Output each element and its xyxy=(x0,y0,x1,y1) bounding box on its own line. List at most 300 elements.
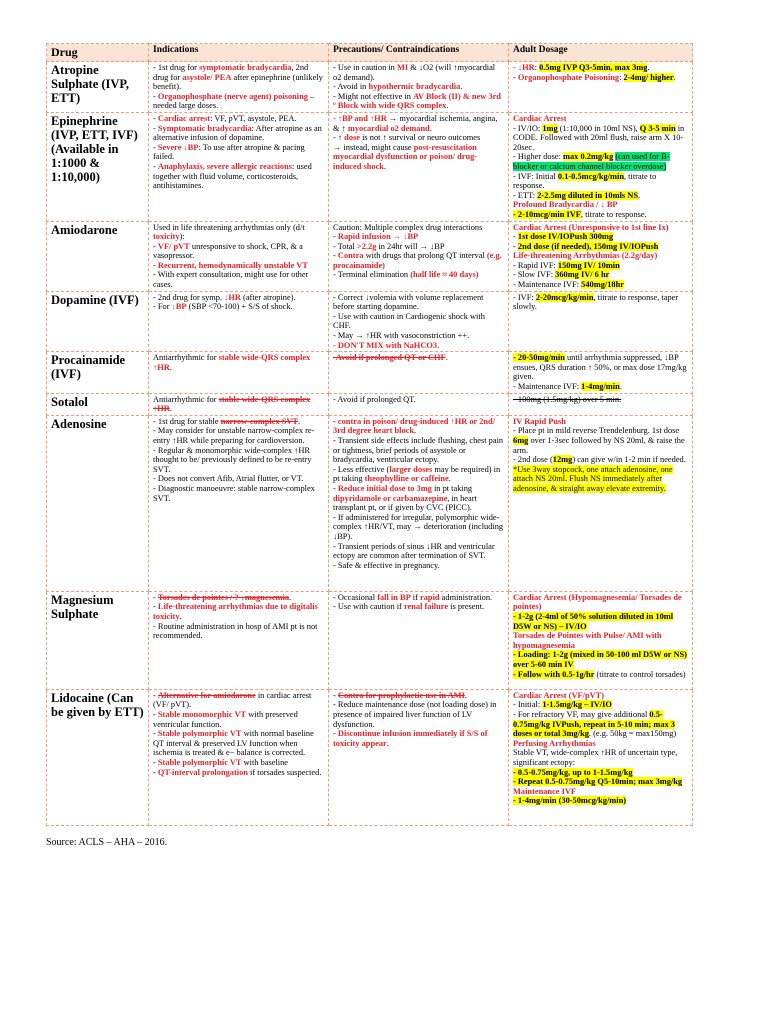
dosage-cell xyxy=(509,112,693,221)
dosage-line xyxy=(513,232,688,242)
indications-text: - xyxy=(153,729,158,739)
indications-text: Organophosphate (nerve agent) poisoning xyxy=(157,91,308,101)
precautions-cell xyxy=(329,291,509,352)
dosage-cell xyxy=(509,591,693,689)
dosage-line xyxy=(513,787,688,797)
precautions-text: → myocardial ischemia, angina, & ↑ xyxy=(333,113,498,133)
indications-text: Stable polymorphic VT xyxy=(157,729,242,739)
dosage-text: - Repeat 0.5-0.75mg/kg Q5-10min; max 3mg/kg xyxy=(513,777,683,787)
dosage-text: 2nd dose (if needed), 150mg IV/IOPush xyxy=(517,241,659,251)
precautions-text: rapid xyxy=(420,592,440,602)
dosage-line xyxy=(513,612,688,631)
dosage-text: 1st dose IV/IOPush 300mg xyxy=(517,232,614,242)
dosage-text: (1:10,000 in 10ml NS), xyxy=(557,123,640,133)
precautions-text: in pt taking xyxy=(431,483,473,493)
precautions-line xyxy=(333,143,504,172)
precautions-text: - ↑BP and ↑HR xyxy=(333,113,387,123)
dosage-line xyxy=(513,270,688,280)
precautions-text: (half life ≈ 40 days) xyxy=(410,270,479,280)
dosage-cell xyxy=(509,221,693,291)
indications-text: stable wide-QRS complex ↑HR xyxy=(153,353,311,372)
precautions-cell xyxy=(329,62,509,113)
precautions-line xyxy=(333,542,504,561)
precautions-cell xyxy=(329,689,509,825)
precautions-text: hypothermic bradycardia xyxy=(368,82,461,92)
indications-text: narrow-complex SVT xyxy=(220,416,298,426)
dosage-line xyxy=(513,63,688,73)
dosage-text: Cardiac Arrest (Hypomagnesemia/ Torsades de pointes) xyxy=(513,592,682,612)
indications-text: if torsades suspected. xyxy=(247,767,322,777)
dosage-line xyxy=(513,395,688,405)
precautions-text: - Transient side effects include flushing, chest pain or tightness, brief periods of asystole or bradycardia, ventricular ectopy. xyxy=(333,435,504,465)
dosage-line xyxy=(513,710,688,739)
indications-text: . xyxy=(298,416,301,426)
table-row xyxy=(47,415,693,591)
dosage-text: 360mg IV/ 6 hr xyxy=(555,270,610,280)
precautions-text: dose xyxy=(344,133,360,143)
precautions-text: in 24hr will → ↓BP xyxy=(376,241,445,251)
dosage-cell xyxy=(509,689,693,825)
indications-text: with baseline xyxy=(241,757,289,767)
indications-line xyxy=(153,426,324,445)
indications-line xyxy=(153,92,324,111)
indications-text: - xyxy=(153,592,158,602)
indications-line xyxy=(153,63,324,92)
indications-cell xyxy=(149,112,329,221)
indications-cell xyxy=(149,221,329,291)
indications-text: . xyxy=(169,362,172,372)
precautions-text: Caution: Multiple complex drug interactions xyxy=(333,222,483,232)
indications-text: – needed large doses. xyxy=(153,91,315,111)
precautions-text: - Safe & effective in pregnancy. xyxy=(333,560,440,570)
dosage-text: - Higher dose: xyxy=(513,152,564,162)
indications-text: - Does not convert Afib, Atrial flutter, or VT. xyxy=(153,474,304,484)
dosage-line xyxy=(513,242,688,252)
indications-cell xyxy=(149,415,329,591)
dosage-line xyxy=(513,152,688,171)
precautions-text: if xyxy=(410,592,421,602)
indications-line xyxy=(153,758,324,768)
indications-line xyxy=(153,710,324,729)
dosage-text: - Rapid IVF: xyxy=(513,260,558,270)
indications-text: - xyxy=(153,113,158,123)
drug-name: Sotalol xyxy=(47,393,149,415)
dosage-line xyxy=(513,465,688,494)
precautions-text: - Occasional xyxy=(333,592,378,602)
precautions-line xyxy=(333,251,504,270)
indications-line xyxy=(153,223,324,242)
dosage-text: until arrhythmia suppressed, ↓BP ensues, QRS duration ↑ 50%, or max dose 17mg/kg given. xyxy=(513,353,687,382)
dosage-text: : xyxy=(619,72,624,82)
dosage-text: . (e.g. 50kg = max150mg) xyxy=(588,729,677,739)
indications-text: st xyxy=(162,63,168,72)
precautions-text: (e.g. procainamide) xyxy=(333,251,502,270)
precautions-text: - Might not effective in xyxy=(333,91,414,101)
precautions-line xyxy=(333,312,504,331)
indications-text: Antiarrhythmic for xyxy=(153,394,219,404)
indications-text: - xyxy=(153,161,158,171)
indications-text: - xyxy=(153,142,158,152)
dosage-text: Q 3-5 min xyxy=(639,123,676,133)
indications-text: ): xyxy=(179,232,185,242)
precautions-text: . xyxy=(448,474,451,484)
indications-text: Cardiac arrest xyxy=(157,113,211,123)
dosage-line xyxy=(513,124,688,153)
dosage-line xyxy=(513,748,688,767)
indications-text: - 1st drug for stable xyxy=(153,416,221,426)
precautions-line xyxy=(333,270,504,280)
indications-line xyxy=(153,484,324,503)
dosage-text: 540mg/18hr xyxy=(581,280,624,290)
precautions-line xyxy=(333,436,504,465)
indications-line xyxy=(153,602,324,621)
indications-line xyxy=(153,114,324,124)
precautions-line xyxy=(333,691,504,701)
indications-text: ↓BP xyxy=(171,302,187,312)
precautions-line xyxy=(333,484,504,513)
indications-text: - Routine administration in hosp of AMI pt is not recommended. xyxy=(153,621,318,641)
precautions-line xyxy=(333,729,504,748)
dosage-text: - Loading: 1-2g (mixed in 50-100 ml D5W or NS) over 5-60 min IV xyxy=(513,650,687,669)
indications-text: Life-threatening arrhythmias due to digitalis toxicity xyxy=(153,602,318,621)
indications-line xyxy=(153,395,324,414)
indications-text: - xyxy=(153,690,158,700)
dosage-text: - 0.5-0.75mg/kg, up to 1-1.5mg/kg xyxy=(513,767,633,777)
dosage-text: Profound Bradycardia / ↓ BP xyxy=(513,200,618,210)
indications-line xyxy=(153,417,324,427)
indications-text: toxicity xyxy=(153,232,180,242)
precautions-cell xyxy=(329,591,509,689)
precautions-text: fall in BP xyxy=(377,592,411,602)
precautions-line xyxy=(333,341,504,351)
dosage-text: Perfusing Arrhythmias xyxy=(513,738,596,748)
indications-text: Used in life threatening arrhythmias only (d/t xyxy=(153,222,305,232)
dosage-line xyxy=(513,426,688,455)
indications-text: Anaphylaxis, severe allergic reactions xyxy=(157,161,293,171)
dosage-text: 1mg xyxy=(542,123,558,133)
dosage-text: (can used for B-blocker or calcium channel blocker overdose) xyxy=(513,152,670,171)
precautions-text: Contra xyxy=(337,251,364,261)
dosage-line xyxy=(513,114,688,124)
dosage-line xyxy=(513,417,688,427)
precautions-text: . xyxy=(386,738,389,748)
indications-text: with normal baseline QT interval & preserved LV function when ischemia is treated & e− balance is corrected. xyxy=(153,729,314,758)
precautions-text: is present. xyxy=(448,602,485,612)
dosage-line xyxy=(513,382,688,392)
indications-text: Severe ↓BP xyxy=(157,142,199,152)
precautions-text: - Use with caution if xyxy=(333,602,404,612)
indications-text: with preserved ventricular function. xyxy=(153,709,298,729)
precautions-line xyxy=(333,92,504,111)
indications-text: - With expert consultation, might use for other cases. xyxy=(153,270,309,290)
precautions-text: contra in poison/ drug-induced ↑HR or 2nd/ 3rd degree heart block xyxy=(333,416,496,436)
indications-text: , 2 xyxy=(291,63,300,72)
dosage-line xyxy=(513,73,688,83)
precautions-line xyxy=(333,133,504,143)
precautions-text: administration. xyxy=(439,592,493,602)
precautions-text: theophylline or caffeine xyxy=(364,474,449,484)
dosage-text: 1-1.5mg/kg – IV/IO xyxy=(542,700,612,710)
precautions-line xyxy=(333,395,504,405)
precautions-text: - Transient periods of sinus ↓HR and ventricular ectopy are common after termination of SVT. xyxy=(333,541,495,561)
dosage-text: . xyxy=(619,382,622,391)
header-precautions: Precautions/ Contraindications xyxy=(329,44,509,62)
precautions-text: . xyxy=(460,82,463,92)
dosage-text: Stable VT, wide-complex ↑HR of uncertain type, significant ectopy: xyxy=(513,748,678,767)
dosage-text: Organophosphate Poisoning xyxy=(517,72,620,82)
indications-text: - May consider for unstable narrow-complex re-entry ↑HR while preparing for cardioversion. xyxy=(153,426,315,445)
precautions-line xyxy=(333,417,504,436)
precautions-text: Contra for prophylactic use in AMI xyxy=(337,690,465,700)
dosage-text: - xyxy=(513,241,518,251)
dosage-text: - 20-50mg/min xyxy=(513,353,565,363)
indications-text: . xyxy=(179,611,182,621)
dosage-text: Life-threatening Arrhythmias (2.2g/day) xyxy=(513,251,658,261)
drug-name: Epinephrine (IVP, ETT, IVF) (Available in 1:1000 & 1:10,000) xyxy=(47,112,149,221)
precautions-text: - ↑ xyxy=(333,133,345,143)
dosage-text: - Maintenance IVF: xyxy=(513,280,582,290)
precautions-text: - xyxy=(333,251,338,261)
source-citation: Source: ACLS – AHA – 2016. xyxy=(46,837,168,848)
indications-text: stable wide-QRS complex ↑HR xyxy=(153,394,311,414)
indications-text: - 1 xyxy=(153,63,163,72)
dosage-text: : xyxy=(534,63,540,72)
dosage-line xyxy=(513,280,688,290)
indications-line xyxy=(153,474,324,484)
indications-line xyxy=(153,353,324,372)
table-row xyxy=(47,591,693,689)
precautions-text: - May → ↑HR with vasoconstriction ++. xyxy=(333,331,470,341)
dosage-text: Torsades de Pointes with Pulse/ AMI with hypomagnesemia xyxy=(513,631,662,650)
precautions-text: may be required) in pt taking xyxy=(333,464,501,484)
indications-text: Alternative for amiodarone xyxy=(157,690,256,700)
precautions-text: - Correct ↓volemia with volume replacement before starting dopamine. xyxy=(333,292,484,312)
indications-line xyxy=(153,691,324,710)
indications-text: Stable monomorphic VT xyxy=(157,709,247,719)
dosage-line xyxy=(513,650,688,669)
dosage-text: - For refractory VF, may give additional xyxy=(513,709,650,719)
indications-cell xyxy=(149,689,329,825)
table-row xyxy=(47,221,693,291)
indications-text: Antiarrhythmic for xyxy=(153,353,219,363)
precautions-line xyxy=(333,232,504,242)
precautions-text: - xyxy=(333,483,338,493)
indications-cell xyxy=(149,62,329,113)
indications-line xyxy=(153,446,324,475)
dosage-text: - ↓HR xyxy=(513,63,535,72)
indications-text: nd xyxy=(299,63,309,72)
indications-text: - xyxy=(153,241,158,251)
drug-name: Magnesium Sulphate xyxy=(47,591,149,689)
precautions-cell xyxy=(329,415,509,591)
indications-cell xyxy=(149,591,329,689)
indications-text: - xyxy=(153,767,158,777)
precautions-cell xyxy=(329,221,509,291)
dosage-text: - 1-4mg/min (30-50mcg/kg/min) xyxy=(513,796,627,806)
drug-name: Lidocaine (Can be given by ETT) xyxy=(47,689,149,825)
dosage-text: - xyxy=(513,232,518,242)
precautions-line xyxy=(333,602,504,612)
precautions-text: - DON'T MIX with NaHCO3 xyxy=(333,340,438,350)
indications-line xyxy=(153,261,324,271)
indications-line xyxy=(153,242,324,261)
precautions-text: dipyridamole or carbamazepine xyxy=(333,493,448,503)
precautions-line xyxy=(333,513,504,542)
indications-cell xyxy=(149,291,329,352)
indications-text: unresponsive to shock, CPR, & a vasopressor. xyxy=(153,241,303,261)
indications-text: Torsades de pointes / ? ↓magnesemia xyxy=(157,592,290,602)
drug-name: Adenosine xyxy=(47,415,149,591)
table-body xyxy=(47,62,693,826)
indications-text: - xyxy=(153,91,158,101)
dosage-text: *Use 3way stopcock, one attach adenosine, one attach NS 20ml. Flush NS immediately after adenosine, & straight away elevate extremity. xyxy=(513,464,673,493)
precautions-text: - xyxy=(333,729,338,739)
dosage-line xyxy=(513,768,688,778)
precautions-line xyxy=(333,63,504,82)
dosage-line xyxy=(513,223,688,233)
precautions-text: . xyxy=(437,340,440,350)
indications-text: : VF, pVT, asystole, PEA. xyxy=(210,113,297,123)
precautions-line xyxy=(333,593,504,603)
precautions-text: . xyxy=(446,101,449,111)
header-dosage: Adult Dosage xyxy=(509,44,693,62)
dosage-text: 2-20mcg/kg/min xyxy=(535,292,594,302)
dosage-text: - IV/IO: xyxy=(513,123,543,133)
precautions-text: . xyxy=(445,353,448,363)
dosage-line xyxy=(513,293,688,312)
indications-text: - Regular & monomorphic wide-complex ↑HR thought to be/ previously defined to be re-entry SVT. xyxy=(153,445,312,474)
precautions-text: - xyxy=(333,232,338,242)
dosage-text: 6mg xyxy=(513,435,529,445)
dosage-text: - ETT: xyxy=(513,190,538,200)
precautions-line xyxy=(333,465,504,484)
indications-text: - 2nd drug for symp. xyxy=(153,292,225,302)
dosage-line xyxy=(513,210,688,220)
precautions-line xyxy=(333,223,504,233)
indications-text: after epinephrine (unlikely benefit). xyxy=(153,72,323,92)
indications-cell xyxy=(149,393,329,415)
indications-text: - xyxy=(153,602,158,612)
precautions-text: - Use with caution in Cardiogenic shock with CHF. xyxy=(333,311,485,331)
precautions-text: . xyxy=(429,123,432,133)
precautions-line xyxy=(333,242,504,252)
dosage-line xyxy=(513,691,688,701)
precautions-line xyxy=(333,114,504,133)
indications-line xyxy=(153,293,324,303)
indications-text: drug for xyxy=(167,63,200,72)
dosage-line xyxy=(513,670,688,680)
dosage-text: Maintenance IVF xyxy=(513,786,577,796)
indications-text: QT-interval prolongation xyxy=(157,767,248,777)
precautions-text: - xyxy=(333,416,338,426)
table-row xyxy=(47,393,693,415)
drug-name: Dopamine (IVF) xyxy=(47,291,149,352)
dosage-text: - 1-2g (2-4ml of 50% solution diluted in 10ml D5W or NS) – IV/IO xyxy=(513,611,674,631)
table-row xyxy=(47,62,693,113)
indications-text: symptomatic bradycardia xyxy=(199,63,292,72)
dosage-text: IV Rapid Push xyxy=(513,416,566,426)
header-drug: Drug xyxy=(47,44,149,62)
precautions-text: , in heart transplant pt, or if given by CVC (PICC). xyxy=(333,493,477,513)
precautions-text: - Avoid if prolonged QT. xyxy=(333,394,416,404)
dosage-line xyxy=(513,796,688,806)
drug-name: Atropine Sulphate (IVP, ETT) xyxy=(47,62,149,113)
dosage-text: 150mg IV/ 10min xyxy=(557,260,620,270)
indications-text: . xyxy=(289,592,292,602)
dosage-text: - 2-10mcg/min IVF xyxy=(513,209,581,219)
precautions-text: AV Block (II) & new 3rd º Block with wide QRS complex xyxy=(333,91,501,111)
dosage-text: - 2nd dose ( xyxy=(513,455,553,465)
indications-text: Symptomatic bradycardia xyxy=(157,123,252,133)
indications-line xyxy=(153,270,324,289)
table-row xyxy=(47,689,693,825)
precautions-text: myocardial o2 demand xyxy=(347,123,430,133)
precautions-text: MI xyxy=(396,63,409,72)
dosage-text: Cardiac Arrest xyxy=(513,113,567,123)
precautions-cell xyxy=(329,352,509,393)
precautions-text: with drugs that prolong QT interval xyxy=(363,251,487,261)
precautions-line xyxy=(333,293,504,312)
dosage-line xyxy=(513,700,688,710)
indications-text: - xyxy=(153,709,158,719)
dosage-line xyxy=(513,191,688,201)
table-row xyxy=(47,291,693,352)
precautions-text: & ↓O2 (will ↑myocardial o2 demand). xyxy=(333,63,496,82)
dosage-text: - Place pt in mild reverse Trendelenburg. 1st dose xyxy=(513,426,680,436)
precautions-text: . xyxy=(383,161,387,171)
precautions-line xyxy=(333,353,504,363)
indications-text: . xyxy=(169,404,172,414)
indications-text: ↓HR xyxy=(224,292,241,302)
dosage-line xyxy=(513,631,688,650)
dosage-text: - Slow IVF: xyxy=(513,270,556,280)
indications-text: (after atropine). xyxy=(240,292,296,302)
dosage-text: (titrate to control torsades) xyxy=(594,669,686,679)
dosage-text: - IVF: xyxy=(513,292,536,302)
precautions-text: >2.2g xyxy=(356,241,377,251)
dosage-line xyxy=(513,200,688,210)
acls-drug-table xyxy=(46,43,693,826)
indications-text: - xyxy=(153,757,158,767)
dosage-line xyxy=(513,172,688,191)
indications-line xyxy=(153,143,324,162)
precautions-text: . xyxy=(414,426,417,436)
precautions-line xyxy=(333,700,504,729)
precautions-text: - Total xyxy=(333,241,357,251)
indications-text: VF/ pVT xyxy=(157,241,190,251)
indications-text: in cardiac arrest (VF/ pVT). xyxy=(153,690,312,710)
precautions-text: - Terminal elimination xyxy=(333,270,411,280)
table-row xyxy=(47,112,693,221)
dosage-text: ) can give w/in 1-2 min if needed. xyxy=(572,455,686,465)
dosage-line xyxy=(513,261,688,271)
dosage-text: - Follow with 0.5-1g/hr xyxy=(513,669,595,679)
indications-text: - Diagnostic manoeuvre: stable narrow-complex SVT. xyxy=(153,483,315,503)
dosage-text: 0.5mg IVP Q3-5min, max 3mg xyxy=(539,63,648,72)
indications-text: : To use after atropine & pacing failed. xyxy=(153,142,305,162)
indications-line xyxy=(153,124,324,143)
dosage-text: - 100mg (1.5mg/kg) over 5 min. xyxy=(513,394,622,404)
dosage-text: 0.5-0.75mg/kg IVPush, repeat in 5-10 min; max 3 doses or total 3mg/kg xyxy=(513,709,675,739)
dosage-text: Cardiac Arrest (Unresponsive to 1st line Ix) xyxy=(513,222,669,232)
precautions-line xyxy=(333,331,504,341)
dosage-line xyxy=(513,353,688,382)
dosage-cell xyxy=(509,415,693,591)
drug-name: Procainamide (IVF) xyxy=(47,352,149,393)
dosage-text: in CODE. Followed with 20ml flush, raise arm X 10-20sec. xyxy=(513,123,685,152)
precautions-text: - Reduce maintenance dose (not loading dose) in presence of impaired liver function of LV dysfunction. xyxy=(333,700,497,729)
indications-line xyxy=(153,622,324,641)
